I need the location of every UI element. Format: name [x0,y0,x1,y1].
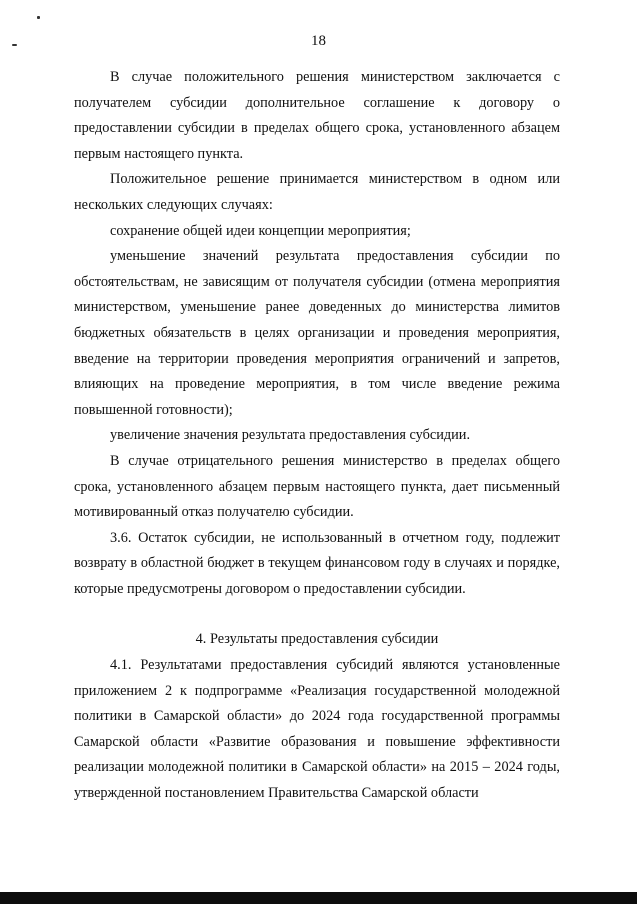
paragraph-positive-cases-intro: Положительное решение принимается министерством в одном или нескольких следующих случаях: [74,171,560,213]
paragraph-positive-decision: В случае положительного решения министерством заключается с получателем субсидии дополнительное соглашение к договору о предоставлении субсидии в пределах общего срока, установленного абзацем первым настоящего пункта. [74,69,560,162]
section-title: 4. Результаты предоставления субсидии [195,631,439,648]
list-item-reduction: уменьшение значений результата предоставления субсидии по обстоятельствам, не зависящим от получателя субсидии (отмена мероприятия министерством, уменьшение ранее доведенных до министерства лимитов бюджетных обязательств в целях организации и проведения мероприятия, введение на территории проведения мероприятия ограничений и запретов, влияющих на проведение мероприятия, в том числе введение режима повышенной готовности); [74,248,560,418]
section-spacer [74,602,560,627]
scan-bottom-edge [0,892,637,904]
paragraph-3-6: 3.6. Остаток субсидии, не использованный в отчетном году, подлежит возврату в областной бюджет в текущем финансовом году в случаях и порядке, которые предусмотрены договором о предоставлении субсидии. [74,529,560,597]
scan-artifact-dot [37,16,40,19]
page-number: 18 [311,33,326,49]
document-body [74,65,560,807]
paragraph-4-1: 4.1. Результатами предоставления субсидий являются установленные приложением 2 к подпрограмме «Реализация государственной молодежной политики в Самарской области» до 2024 года государственной программы Самарской области «Развитие образования и повышение эффективности реализации молодежной политики в Самарской области» на 2015 – 2024 годы, утвержденной постановлением Правительства Самарской области [74,657,560,802]
paragraph-negative-decision: В случае отрицательного решения министерство в пределах общего срока, установленного абзацем первым настоящего пункта, дает письменный мотивированный отказ получателю субсидии. [74,452,560,521]
list-item-concept: сохранение общей идеи концепции мероприятия; [110,222,411,239]
list-item-increase: увеличение значения результата предоставления субсидии. [110,427,471,444]
